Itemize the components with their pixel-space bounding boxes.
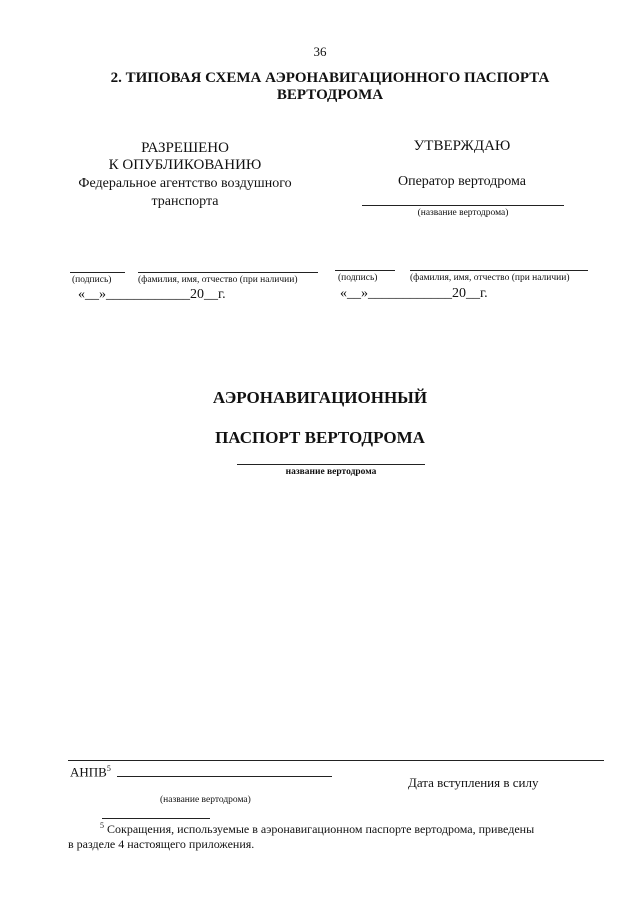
right-date-field: «__»____________20__г. <box>340 286 488 301</box>
approve-heading: УТВЕРЖДАЮ <box>413 138 511 154</box>
bottom-heliport-name-caption: (название вертодрома) <box>160 795 251 805</box>
left-fio-line <box>138 272 318 273</box>
left-fio-label: (фамилия, имя, отчество (при наличии) <box>138 275 298 285</box>
permitted-line1: РАЗРЕШЕНО <box>141 140 229 156</box>
agency-line1: Федеральное агентство воздушного <box>78 176 292 191</box>
left-signature-line <box>70 272 125 273</box>
heliport-name-caption: (название вертодрома) <box>417 208 509 218</box>
effective-date-label: Дата вступления в силу <box>408 775 539 790</box>
main-title-line2: ПАСПОРТ ВЕРТОДРОМА <box>215 428 425 447</box>
footnote-marker: 5 <box>100 821 104 830</box>
main-heliport-name-line <box>237 464 425 465</box>
permitted-line2: К ОПУБЛИКОВАНИЮ <box>108 157 262 173</box>
section-title-line1: 2. ТИПОВАЯ СХЕМА АЭРОНАВИГАЦИОННОГО ПАСПОРТА <box>110 70 550 86</box>
right-signature-label: (подпись) <box>338 273 378 283</box>
section-title-line2: ВЕРТОДРОМА <box>276 87 384 103</box>
agency-line2: транспорта <box>151 194 219 209</box>
footnote-line1: Сокращения, используемые в аэронавигационном паспорте вертодрома, приведены <box>107 822 535 836</box>
right-signature-line <box>335 270 395 271</box>
anpv-name-line <box>117 776 332 777</box>
footnote-separator-line <box>102 818 210 819</box>
anpv-label-wrap <box>70 764 111 780</box>
anpv-label: АНПВ <box>70 764 107 780</box>
heliport-name-line <box>362 205 564 206</box>
left-signature-label: (подпись) <box>72 275 112 285</box>
footnote-line2: в разделе 4 настоящего приложения. <box>68 837 255 851</box>
right-fio-label: (фамилия, имя, отчество (при наличии) <box>410 273 570 283</box>
operator-label: Оператор вертодрома <box>397 174 527 189</box>
left-date-field: «__»____________20__г. <box>78 287 226 302</box>
bottom-separator-line <box>68 760 604 761</box>
main-title-line1: АЭРОНАВИГАЦИОННЫЙ <box>212 388 428 407</box>
footnote-line1-wrap <box>100 821 608 837</box>
page-number: 36 <box>313 44 327 59</box>
right-fio-line <box>410 270 588 271</box>
main-heliport-name-caption: название вертодрома <box>285 467 377 477</box>
anpv-superscript: 5 <box>106 764 111 773</box>
